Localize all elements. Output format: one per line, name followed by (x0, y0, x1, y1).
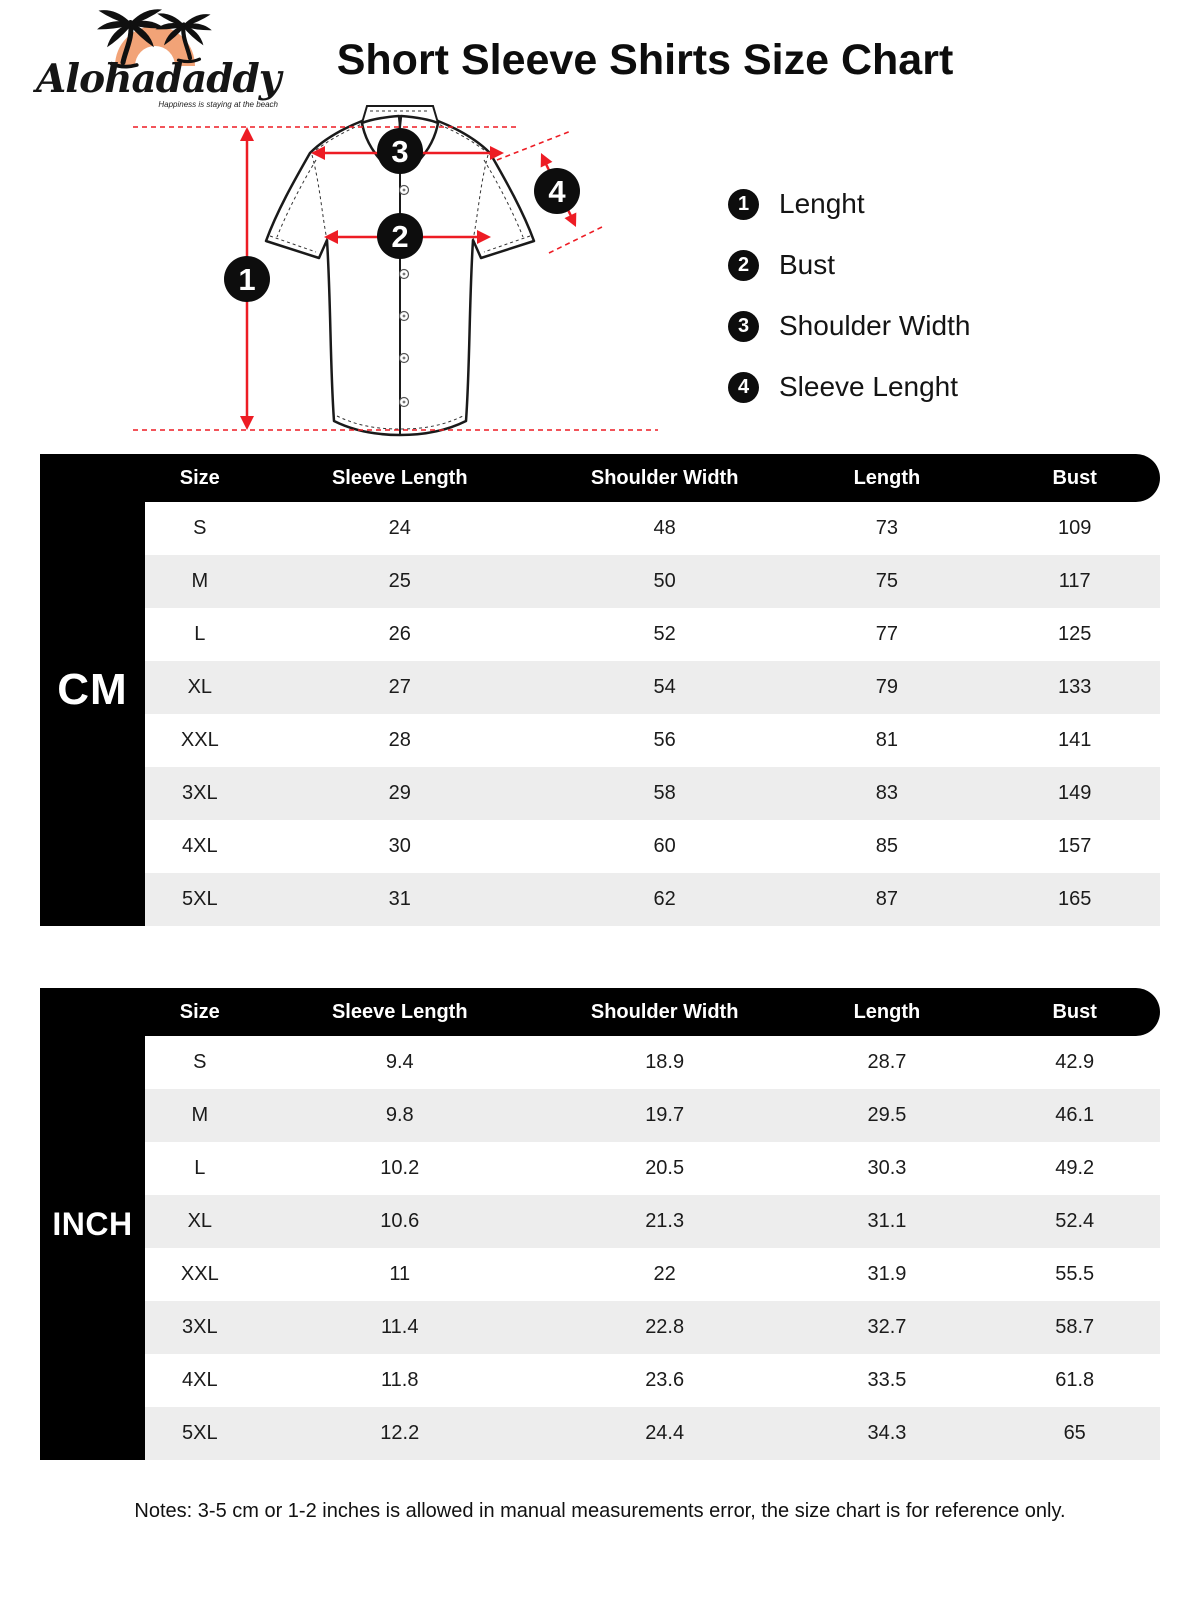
column-header-shoulder-width: Shoulder Width (590, 466, 739, 489)
table-cell: XL (187, 1210, 213, 1232)
table-cell: 20.5 (645, 1157, 685, 1179)
table-cell: 31 (388, 888, 411, 910)
table-row (145, 873, 1160, 926)
table-cell: 133 (1058, 676, 1092, 698)
table-cell: 4XL (182, 1369, 218, 1391)
table-cell: 141 (1058, 729, 1092, 751)
table-cell: 22.8 (645, 1316, 685, 1338)
page-title: Short Sleeve Shirts Size Chart (336, 36, 954, 84)
legend-item-sleeve-length (728, 365, 970, 409)
column-header-size: Size (179, 466, 220, 489)
table-cell: 3XL (182, 1316, 218, 1338)
table-cell: 9.4 (385, 1051, 414, 1073)
table-cell: L (194, 1157, 206, 1179)
legend-label: Bust (779, 249, 836, 280)
table-cell: 75 (875, 570, 899, 592)
badge-number: 2 (391, 219, 409, 254)
table-row (145, 1142, 1160, 1195)
table-cell: S (193, 517, 207, 539)
table-cell: 11 (389, 1263, 411, 1285)
column-header-size: Size (179, 1000, 220, 1023)
legend-badge-icon: 4 (728, 372, 759, 403)
shirt-measurement-diagram (120, 93, 710, 453)
legend-badge-icon: 3 (728, 311, 759, 342)
table-cell: 28 (388, 729, 411, 751)
cm-table-body (145, 502, 1160, 926)
table-row (145, 1248, 1160, 1301)
table-cell: 30 (388, 835, 411, 857)
table-cell: 52.4 (1055, 1210, 1095, 1232)
table-cell: 31.9 (867, 1263, 907, 1285)
table-cell: XXL (180, 729, 219, 751)
table-cell: 61.8 (1055, 1369, 1095, 1391)
table-cell: L (194, 623, 206, 645)
table-cell: 31.1 (867, 1210, 907, 1232)
table-cell: 10.2 (380, 1157, 420, 1179)
table-cell: 28.7 (867, 1051, 907, 1073)
table-row (145, 1301, 1160, 1354)
table-cell: XXL (180, 1263, 219, 1285)
badge-number: 4 (548, 174, 566, 209)
table-cell: 60 (653, 835, 676, 857)
table-cell: 5XL (182, 888, 218, 910)
brand-name: Alohadaddy (36, 56, 281, 102)
table-cell: XL (187, 676, 213, 698)
table-cell: 85 (875, 835, 899, 857)
table-cell: 24.4 (645, 1422, 685, 1444)
legend-badge-icon: 1 (728, 189, 759, 220)
inch-unit-label (40, 988, 145, 1460)
table-row (145, 1354, 1160, 1407)
table-cell: 79 (875, 676, 899, 698)
table-cell: 21.3 (645, 1210, 685, 1232)
table-row (145, 1407, 1160, 1460)
table-cell: 73 (875, 517, 899, 539)
table-cell: 27 (388, 676, 411, 698)
brand-tagline: Happiness is staying at the beach (158, 100, 278, 109)
table-cell: 48 (653, 517, 676, 539)
table-cell: 23.6 (645, 1369, 685, 1391)
table-row (145, 1036, 1160, 1089)
cm-size-table (40, 454, 1160, 926)
table-cell: 49.2 (1055, 1157, 1095, 1179)
table-cell: 9.8 (385, 1104, 414, 1126)
table-cell: 24 (388, 517, 411, 539)
legend-label: Lenght (779, 188, 865, 219)
table-cell: M (191, 570, 209, 592)
table-cell: 50 (653, 570, 676, 592)
table-cell: 117 (1058, 570, 1091, 592)
table-cell: M (191, 1104, 209, 1126)
table-cell: 22 (653, 1263, 676, 1285)
table-cell: 30.3 (867, 1157, 907, 1179)
table-row (145, 714, 1160, 767)
table-cell: 65 (1063, 1422, 1086, 1444)
table-cell: 87 (875, 888, 899, 910)
table-cell: 11.8 (381, 1369, 419, 1391)
table-row (145, 661, 1160, 714)
table-cell: 81 (875, 729, 899, 751)
table-row (145, 608, 1160, 661)
measurement-legend (728, 182, 970, 426)
table-cell: 10.6 (380, 1210, 420, 1232)
badge-number: 3 (391, 134, 409, 169)
table-cell: 55.5 (1055, 1263, 1095, 1285)
table-cell: 109 (1058, 517, 1092, 539)
table-cell: 58.7 (1055, 1316, 1095, 1338)
table-cell: 56 (653, 729, 676, 751)
unit-label-text: CM (57, 665, 128, 714)
badge-number: 1 (238, 262, 256, 297)
table-cell: 11.4 (381, 1316, 419, 1338)
legend-label: Sleeve Lenght (779, 371, 959, 402)
legend-badge-icon: 2 (728, 250, 759, 281)
table-cell: 52 (653, 623, 676, 645)
column-header-length: Length (853, 1000, 921, 1023)
table-row (145, 502, 1160, 555)
table-cell: 34.3 (867, 1422, 907, 1444)
legend-item-length (728, 182, 970, 226)
table-cell: 26 (388, 623, 411, 645)
unit-label-text: INCH (52, 1205, 133, 1242)
table-cell: 165 (1058, 888, 1092, 910)
table-row (145, 1195, 1160, 1248)
table-cell: 42.9 (1055, 1051, 1095, 1073)
table-cell: 19.7 (645, 1104, 685, 1126)
legend-label: Shoulder Width (779, 310, 971, 341)
table-cell: 29.5 (867, 1104, 907, 1126)
column-header-shoulder-width: Shoulder Width (590, 1000, 739, 1023)
column-header-sleeve-length: Sleeve Length (331, 1000, 468, 1023)
column-header-bust: Bust (1052, 1000, 1097, 1023)
table-cell: 58 (653, 782, 676, 804)
table-row (145, 820, 1160, 873)
table-cell: 46.1 (1055, 1104, 1095, 1126)
table-cell: 4XL (182, 835, 218, 857)
table-cell: 32.7 (867, 1316, 907, 1338)
table-cell: 3XL (182, 782, 218, 804)
cm-unit-label (40, 454, 145, 926)
table-row (145, 1089, 1160, 1142)
column-header-sleeve-length: Sleeve Length (331, 466, 468, 489)
inch-size-table (40, 988, 1160, 1460)
inch-table-header-row (40, 988, 1160, 1036)
table-cell: 54 (653, 676, 676, 698)
inch-table-body (145, 1036, 1160, 1460)
table-row (145, 555, 1160, 608)
table-cell: 83 (875, 782, 899, 804)
notes-text: Notes: 3-5 cm or 1-2 inches is allowed in manual measurements error, the size chart is for reference only. (134, 1500, 1066, 1522)
table-cell: 125 (1058, 623, 1092, 645)
table-cell: 5XL (182, 1422, 218, 1444)
table-cell: 12.2 (380, 1422, 420, 1444)
table-cell: 18.9 (645, 1051, 685, 1073)
column-header-length: Length (853, 466, 921, 489)
legend-item-shoulder-width (728, 304, 970, 348)
legend-item-bust (728, 243, 970, 287)
table-row (145, 767, 1160, 820)
table-cell: 62 (653, 888, 676, 910)
table-cell: 157 (1058, 835, 1092, 857)
table-cell: 25 (388, 570, 411, 592)
cm-table-header-row (40, 454, 1160, 502)
table-cell: 33.5 (867, 1369, 907, 1391)
table-cell: 77 (875, 623, 899, 645)
column-header-bust: Bust (1052, 466, 1097, 489)
table-cell: 29 (388, 782, 411, 804)
table-cell: S (193, 1051, 207, 1073)
table-cell: 149 (1058, 782, 1092, 804)
